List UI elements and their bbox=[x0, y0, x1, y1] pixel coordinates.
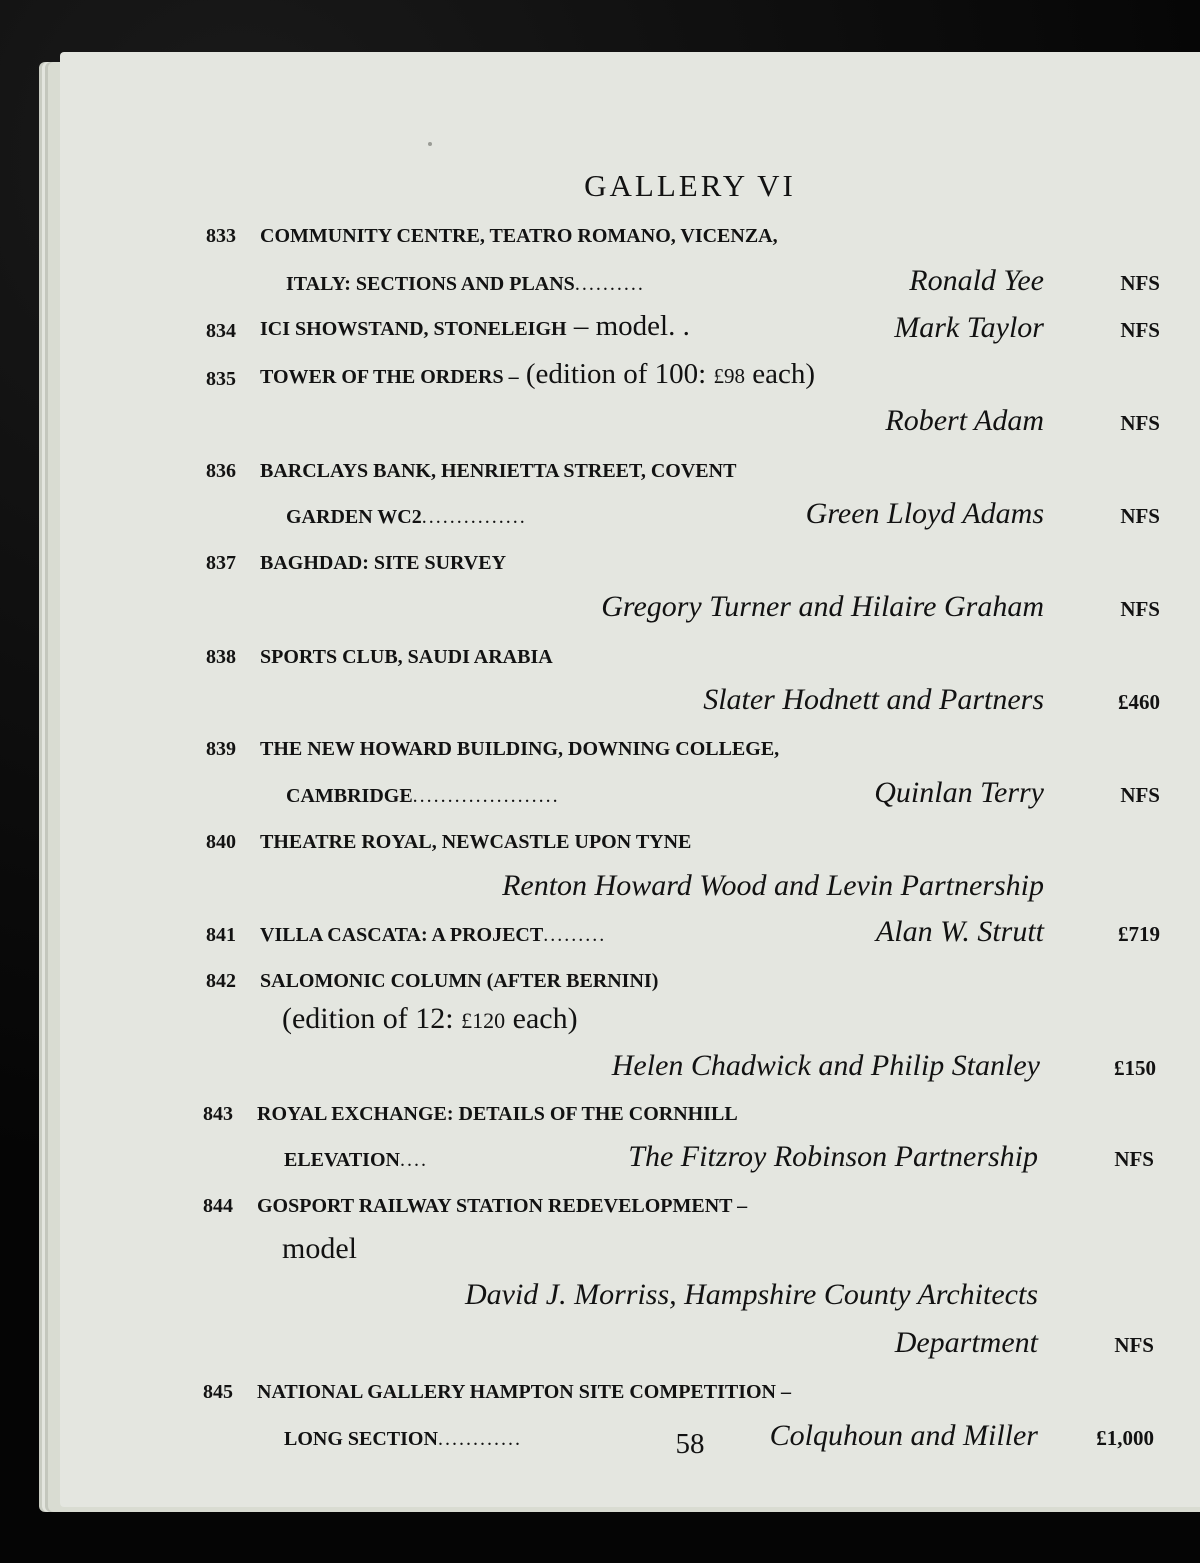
entry-844-line1 bbox=[60, 1184, 1200, 1224]
entry-844-line2 bbox=[60, 1230, 1200, 1270]
entry-title: BAGHDAD: SITE SURVEY bbox=[260, 552, 507, 574]
entry-842-line2 bbox=[60, 1000, 1200, 1040]
entry-title-cont: ELEVATION.... bbox=[284, 1149, 428, 1171]
entry-844-line4 bbox=[60, 1324, 1200, 1364]
entry-title: NATIONAL GALLERY HAMPTON SITE COMPETITION – bbox=[257, 1381, 792, 1403]
entry-title: ICI SHOWSTAND, STONELEIGH – model. . bbox=[260, 310, 690, 342]
entry-836-line1 bbox=[60, 449, 1200, 489]
catalogue-page bbox=[60, 52, 1200, 1507]
entry-title: VILLA CASCATA: A PROJECT......... bbox=[260, 924, 607, 946]
entry-price: NFS bbox=[1120, 783, 1160, 807]
entry-price: NFS bbox=[1120, 318, 1160, 342]
entry-number: 843 bbox=[203, 1103, 233, 1125]
entry-838-line2 bbox=[60, 681, 1200, 721]
entry-840-line1 bbox=[60, 820, 1200, 860]
entry-price: NFS bbox=[1120, 411, 1160, 435]
entry-835-line2 bbox=[60, 402, 1200, 442]
entry-author: David J. Morriss, Hampshire County Architects bbox=[464, 1278, 1038, 1311]
entry-price: NFS bbox=[1114, 1333, 1154, 1357]
entry-number: 836 bbox=[206, 460, 236, 482]
entry-author: Colquhoun and Miller bbox=[769, 1419, 1038, 1452]
entry-author: Ronald Yee bbox=[909, 264, 1044, 297]
entry-author: The Fitzroy Robinson Partnership bbox=[628, 1140, 1038, 1173]
entry-title: BARCLAYS BANK, HENRIETTA STREET, COVENT bbox=[260, 460, 737, 482]
entry-price: £719 bbox=[1118, 922, 1160, 946]
paper-speck bbox=[428, 142, 432, 146]
entry-842-line3 bbox=[60, 1047, 1200, 1087]
entry-839-line2 bbox=[60, 774, 1200, 814]
entry-844-line3 bbox=[60, 1276, 1200, 1316]
entry-833-line1 bbox=[60, 214, 1200, 254]
entry-title: ROYAL EXCHANGE: DETAILS OF THE CORNHILL bbox=[257, 1103, 738, 1125]
entry-number: 839 bbox=[206, 738, 236, 760]
entry-837-line1 bbox=[60, 541, 1200, 581]
gallery-title: GALLERY VI bbox=[584, 168, 796, 203]
entry-836-line2 bbox=[60, 495, 1200, 535]
page-number: 58 bbox=[675, 1428, 705, 1460]
entry-author: Quinlan Terry bbox=[874, 776, 1044, 809]
entry-author: Gregory Turner and Hilaire Graham bbox=[601, 590, 1044, 623]
entry-839-line1 bbox=[60, 727, 1200, 767]
entry-title: THEATRE ROYAL, NEWCASTLE UPON TYNE bbox=[260, 831, 692, 853]
entry-number: 842 bbox=[206, 970, 236, 992]
entry-833-line2 bbox=[60, 262, 1200, 302]
entry-number: 844 bbox=[203, 1195, 233, 1217]
entry-835-line1 bbox=[60, 357, 1200, 397]
entry-author: Alan W. Strutt bbox=[875, 915, 1044, 948]
entry-title-cont: LONG SECTION............ bbox=[284, 1428, 522, 1450]
entry-price: NFS bbox=[1120, 271, 1160, 295]
entry-number: 837 bbox=[206, 552, 236, 574]
entry-843-line2 bbox=[60, 1138, 1200, 1178]
entry-number: 841 bbox=[206, 924, 236, 946]
entry-title: COMMUNITY CENTRE, TEATRO ROMANO, VICENZA, bbox=[260, 225, 778, 247]
entry-title-cont: CAMBRIDGE..................... bbox=[286, 785, 560, 807]
entry-number: 833 bbox=[206, 225, 236, 247]
entry-author: Helen Chadwick and Philip Stanley bbox=[611, 1049, 1040, 1082]
entry-price: £460 bbox=[1118, 690, 1160, 714]
entry-837-line2 bbox=[60, 588, 1200, 628]
entry-title-cont: GARDEN WC2............... bbox=[286, 506, 527, 528]
entry-author: Robert Adam bbox=[885, 404, 1044, 437]
entry-price: NFS bbox=[1120, 597, 1160, 621]
entry-title-cont: ITALY: SECTIONS AND PLANS.......... bbox=[286, 273, 645, 295]
entry-843-line1 bbox=[60, 1092, 1200, 1132]
entry-author: Renton Howard Wood and Levin Partnership bbox=[502, 869, 1044, 902]
entry-number: 840 bbox=[206, 831, 236, 853]
entry-price: NFS bbox=[1120, 504, 1160, 528]
entry-number: 845 bbox=[203, 1381, 233, 1403]
entry-edition-note: (edition of 12: £120 each) bbox=[282, 1002, 578, 1035]
entry-title: SPORTS CLUB, SAUDI ARABIA bbox=[260, 646, 553, 668]
entry-840-line2 bbox=[60, 867, 1200, 907]
entry-834 bbox=[60, 309, 1200, 349]
entry-note: model bbox=[282, 1232, 357, 1265]
entry-author: Mark Taylor bbox=[894, 311, 1044, 344]
entry-price: £150 bbox=[1114, 1056, 1156, 1080]
entry-price: £1,000 bbox=[1096, 1426, 1154, 1450]
entry-845-line1 bbox=[60, 1370, 1200, 1410]
entry-author: Slater Hodnett and Partners bbox=[703, 683, 1044, 716]
entry-title: TOWER OF THE ORDERS – (edition of 100: £98 each) bbox=[260, 358, 816, 390]
entry-title: SALOMONIC COLUMN (AFTER BERNINI) bbox=[260, 970, 659, 992]
entry-author: Green Lloyd Adams bbox=[805, 497, 1044, 530]
entry-838-line1 bbox=[60, 635, 1200, 675]
entry-author-cont: Department bbox=[894, 1326, 1038, 1359]
entry-number: 838 bbox=[206, 646, 236, 668]
entry-title: THE NEW HOWARD BUILDING, DOWNING COLLEGE, bbox=[260, 738, 780, 760]
entry-price: NFS bbox=[1114, 1147, 1154, 1171]
entry-841 bbox=[60, 913, 1200, 953]
entry-number: 834 bbox=[206, 320, 236, 342]
entry-number: 835 bbox=[206, 368, 236, 390]
entry-title: GOSPORT RAILWAY STATION REDEVELOPMENT – bbox=[257, 1195, 748, 1217]
entry-842-line1 bbox=[60, 959, 1200, 999]
